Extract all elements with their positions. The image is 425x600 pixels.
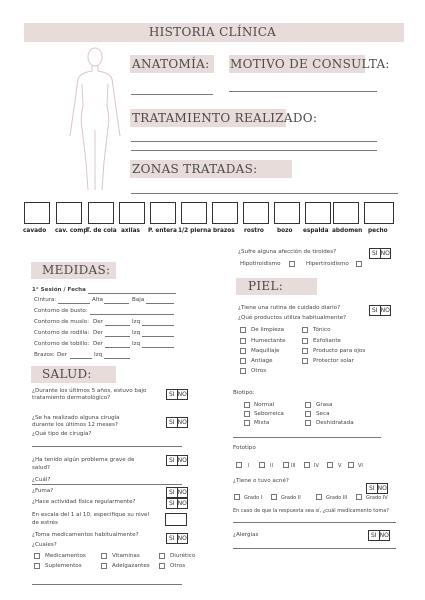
- vitaminas-label: Vitaminas: [112, 553, 140, 559]
- biotipo-label: Biotipo:: [233, 390, 255, 396]
- adelgazantes-label: Adelgazantes: [112, 563, 150, 569]
- zone-box-pecho[interactable]: [364, 202, 394, 224]
- suplementos-checkbox[interactable]: [34, 563, 40, 569]
- zone-box-espalda[interactable]: [305, 202, 331, 224]
- motivo-heading: MOTIVO DE CONSULTA:: [230, 57, 390, 71]
- zone-label: 1/2 pierna: [178, 228, 212, 234]
- alta-label: Alta: [92, 297, 104, 303]
- tonico-checkbox[interactable]: [302, 327, 308, 333]
- rodilla-izq-label: Izq: [132, 330, 141, 336]
- anatomia-line: [131, 94, 213, 95]
- fototipo-iv-checkbox[interactable]: [304, 462, 310, 468]
- diuretico-label: Diurético: [170, 553, 196, 559]
- antiage-checkbox[interactable]: [240, 358, 246, 364]
- grado-iv-label: Grado IV: [366, 495, 388, 501]
- grado-iii-checkbox[interactable]: [316, 494, 322, 500]
- muslo-izq-line[interactable]: [142, 325, 174, 326]
- zone-box-axilas[interactable]: [119, 202, 145, 224]
- zone-label: T. de cola: [86, 228, 117, 234]
- salud-q9-si-no[interactable]: SI NO: [166, 533, 188, 544]
- zone-label: axilas: [121, 228, 140, 234]
- protector-solar-checkbox[interactable]: [302, 358, 308, 364]
- fototipo-iii-checkbox[interactable]: [283, 462, 289, 468]
- cintura-label: Cintura:: [34, 297, 57, 303]
- grado-iii-label: Grado III: [326, 495, 348, 501]
- zone-box-bozo[interactable]: [274, 202, 300, 224]
- salud-q5: ¿Cuál?: [32, 477, 51, 483]
- fototipo-v-checkbox[interactable]: [327, 462, 333, 468]
- piel-rutina-question: ¿Tiene una rutina de cuidado diario?: [238, 305, 341, 311]
- busto-label: Contorno de busto:: [34, 308, 88, 314]
- fototipo-vi-checkbox[interactable]: [348, 462, 354, 468]
- vitaminas-checkbox[interactable]: [101, 553, 107, 559]
- seca-label: Seca: [316, 411, 330, 417]
- alergias-question: ¿Alergias: [233, 532, 259, 538]
- hipertiroidismo-checkbox[interactable]: [356, 261, 362, 267]
- hipotiroidismo-checkbox[interactable]: [289, 261, 295, 267]
- rutina-si-no[interactable]: SI NO: [369, 305, 391, 316]
- muslo-izq-label: Izq: [132, 319, 141, 325]
- salud-q2: ¿Se ha realizado alguna cirugía durante los últimos 12 meses?: [32, 415, 120, 428]
- acne-si-no[interactable]: SI NO: [366, 483, 388, 494]
- zone-label: P. entera: [148, 228, 177, 234]
- grado-ii-checkbox[interactable]: [271, 494, 277, 500]
- salud-q7: ¿Hace actividad física regularmente?: [32, 499, 136, 505]
- salud-q1: ¿Durante los últimos 5 años, estuvo bajo tratamiento dermatológico?: [32, 388, 147, 401]
- zone-label: cav. comp: [55, 228, 88, 234]
- acne-medicamento-line[interactable]: [233, 522, 396, 523]
- salud-q8: En escala del 1 al 10, especifique su nivel de estrés: [32, 512, 150, 526]
- salud-heading: SALUD:: [42, 367, 92, 381]
- biotipo-line: [233, 437, 381, 438]
- grado-iv-checkbox[interactable]: [356, 494, 362, 500]
- zone-box-brazos[interactable]: [212, 202, 238, 224]
- maquillaje-checkbox[interactable]: [240, 348, 246, 354]
- fototipo-iii-label: III: [291, 463, 296, 469]
- tobillo-der-line[interactable]: [105, 347, 130, 348]
- medicamentos-checkbox[interactable]: [34, 553, 40, 559]
- anatomia-heading: ANATOMÍA:: [132, 57, 210, 71]
- muslo-der-label: Der: [93, 319, 104, 325]
- zone-label: brazos: [213, 228, 235, 234]
- adelgazantes-checkbox[interactable]: [101, 563, 107, 569]
- zonas-line: [131, 193, 398, 194]
- exfoliante-checkbox[interactable]: [302, 338, 308, 344]
- zone-label: rostro: [244, 228, 264, 234]
- normal-checkbox[interactable]: [244, 402, 250, 408]
- exfoliante-label: Exfoliante: [313, 338, 341, 344]
- alergias-si-no[interactable]: SI NO: [368, 530, 390, 541]
- grado-ii-label: Grado II: [281, 495, 301, 501]
- tonico-label: Tónico: [313, 327, 331, 333]
- normal-label: Normal: [254, 402, 275, 408]
- brazos-izq-label: Izq: [94, 352, 103, 358]
- salud-q1-si-no[interactable]: SI NO: [166, 389, 188, 400]
- deshidratada-label: Deshidratada: [316, 420, 354, 426]
- otros-piel-label: Otros: [251, 368, 267, 374]
- rodilla-der-label: Der: [93, 330, 104, 336]
- otros-meds-checkbox[interactable]: [159, 563, 165, 569]
- hipotiroidismo-label: Hipotiroidismo: [240, 261, 281, 267]
- seborreica-label: Seborreica: [254, 411, 284, 417]
- grado-i-checkbox[interactable]: [234, 494, 240, 500]
- salud-q10: ¿Cuales?: [32, 542, 57, 548]
- producto-ojos-label: Producto para ojos: [313, 348, 366, 354]
- de-limpieza-label: De limpieza: [251, 327, 284, 333]
- maquillaje-label: Maquillaje: [251, 348, 280, 354]
- alergias-line[interactable]: [233, 548, 396, 549]
- tratamiento-line-2: [131, 150, 377, 151]
- zone-label: pecho: [368, 228, 388, 234]
- estres-box[interactable]: [165, 513, 187, 526]
- zone-label: espalda: [303, 228, 329, 234]
- body-silhouette-icon: [62, 44, 128, 194]
- zone-box-rostro[interactable]: [243, 202, 269, 224]
- rodilla-izq-line[interactable]: [142, 336, 174, 337]
- tobillo-izq-label: Izq: [132, 341, 141, 347]
- grasa-label: Grasa: [316, 402, 333, 408]
- deshidratada-checkbox[interactable]: [305, 420, 311, 426]
- diuretico-checkbox[interactable]: [159, 553, 165, 559]
- salud-q9: ¿Toma medicamentos habitualmente?: [32, 532, 139, 538]
- producto-ojos-checkbox[interactable]: [302, 348, 308, 354]
- tobillo-izq-line[interactable]: [142, 347, 174, 348]
- fototipo-ii-label: II: [270, 463, 273, 469]
- baja-label: Baja: [132, 297, 145, 303]
- meds-line[interactable]: [32, 584, 182, 585]
- baja-line[interactable]: [146, 303, 174, 304]
- fototipo-ii-checkbox[interactable]: [259, 462, 265, 468]
- piel-productos-question: ¿Qué productos utiliza habitualmente?: [238, 315, 347, 321]
- seca-checkbox[interactable]: [305, 411, 311, 417]
- salud-q2-si-no[interactable]: SI NO: [166, 417, 188, 428]
- brazos-izq-line[interactable]: [104, 358, 130, 359]
- hipertiroidismo-label: Hipertiroidismo: [306, 261, 349, 267]
- grasa-checkbox[interactable]: [305, 402, 311, 408]
- medicamentos-label: Medicamentos: [45, 553, 86, 559]
- mixta-label: Mixta: [254, 420, 270, 426]
- mixta-checkbox[interactable]: [244, 420, 250, 426]
- tobillo-label: Contorno de tobillo:: [34, 341, 90, 347]
- motivo-line: [229, 91, 377, 92]
- acne-question: ¿Tiene o tuvo acné?: [233, 478, 289, 484]
- fototipo-vi-label: VI: [358, 463, 363, 469]
- zone-box-cavado[interactable]: [24, 202, 50, 224]
- tiroides-question: ¿Sufre alguna afección de tiroides?: [238, 249, 337, 255]
- salud-q4-si-no[interactable]: SI NO: [166, 455, 188, 466]
- tiroides-si-no[interactable]: SI NO: [369, 248, 391, 259]
- medidas-heading: MEDIDAS:: [42, 263, 111, 277]
- tratamiento-heading: TRATAMIENTO REALIZADO:: [132, 111, 318, 125]
- salud-q3-line[interactable]: [32, 446, 182, 447]
- salud-q5-line[interactable]: [32, 484, 182, 485]
- zone-box-abdomen[interactable]: [333, 202, 359, 224]
- salud-q6: ¿Fuma?: [32, 488, 54, 494]
- fototipo-iv-label: IV: [314, 463, 319, 469]
- fototipo-label: Fototipo: [233, 445, 256, 451]
- tratamiento-line-1: [131, 141, 377, 142]
- antiage-label: Antiage: [251, 358, 273, 364]
- zonas-heading: ZONAS TRATADAS:: [132, 162, 258, 176]
- cintura-line[interactable]: [58, 303, 90, 304]
- zone-box-media-pierna[interactable]: [181, 202, 207, 224]
- fototipo-v-label: V: [338, 463, 342, 469]
- seborreica-checkbox[interactable]: [244, 411, 250, 417]
- zone-box-t-de-cola[interactable]: [88, 202, 114, 224]
- sesion-label: 1° Sesión / Fecha: [32, 287, 86, 293]
- humectante-checkbox[interactable]: [240, 338, 246, 344]
- salud-q4: ¿Ha tenido algún problema grave de salud?: [32, 457, 135, 471]
- otros-piel-checkbox[interactable]: [240, 368, 246, 374]
- zone-box-p-entera[interactable]: [150, 202, 176, 224]
- acne-medicamento-question: En caso de que la respuesta sea sí, ¿cuál medicamento toma?: [233, 508, 389, 514]
- humectante-label: Humectante: [251, 338, 286, 344]
- fototipo-i-label: I: [248, 463, 250, 469]
- page-title: HISTORIA CLÍNICA: [148, 25, 277, 39]
- zone-label: abdomen: [332, 228, 363, 234]
- zone-box-cav-comp[interactable]: [56, 202, 82, 224]
- grado-i-label: Grado I: [244, 495, 263, 501]
- rodilla-der-line[interactable]: [105, 336, 130, 337]
- zone-label: cavado: [23, 228, 47, 234]
- alta-line[interactable]: [104, 303, 129, 304]
- muslo-der-line[interactable]: [105, 325, 130, 326]
- protector-solar-label: Protector solar: [313, 358, 354, 364]
- fototipo-i-checkbox[interactable]: [236, 462, 242, 468]
- de-limpieza-checkbox[interactable]: [240, 327, 246, 333]
- suplementos-label: Suplementos: [45, 563, 82, 569]
- muslo-label: Contorno de muslo:: [34, 319, 89, 325]
- piel-heading: PIEL:: [248, 279, 284, 293]
- salud-q7-si-no[interactable]: SI NO: [166, 498, 188, 509]
- brazos-der-line[interactable]: [70, 358, 92, 359]
- brazos-der-label: Der: [57, 352, 68, 358]
- zone-label: bozo: [277, 228, 293, 234]
- salud-q3: ¿Qué tipo de cirugía?: [32, 431, 92, 437]
- otros-meds-label: Otros: [170, 563, 186, 569]
- salud-q6-si-no[interactable]: SI NO: [166, 487, 188, 498]
- sesion-line: [88, 293, 176, 294]
- brazos-label: Brazos:: [34, 352, 55, 358]
- busto-line[interactable]: [90, 314, 174, 315]
- rodilla-label: Contorno de rodilla:: [34, 330, 90, 336]
- tobillo-der-label: Der: [93, 341, 104, 347]
